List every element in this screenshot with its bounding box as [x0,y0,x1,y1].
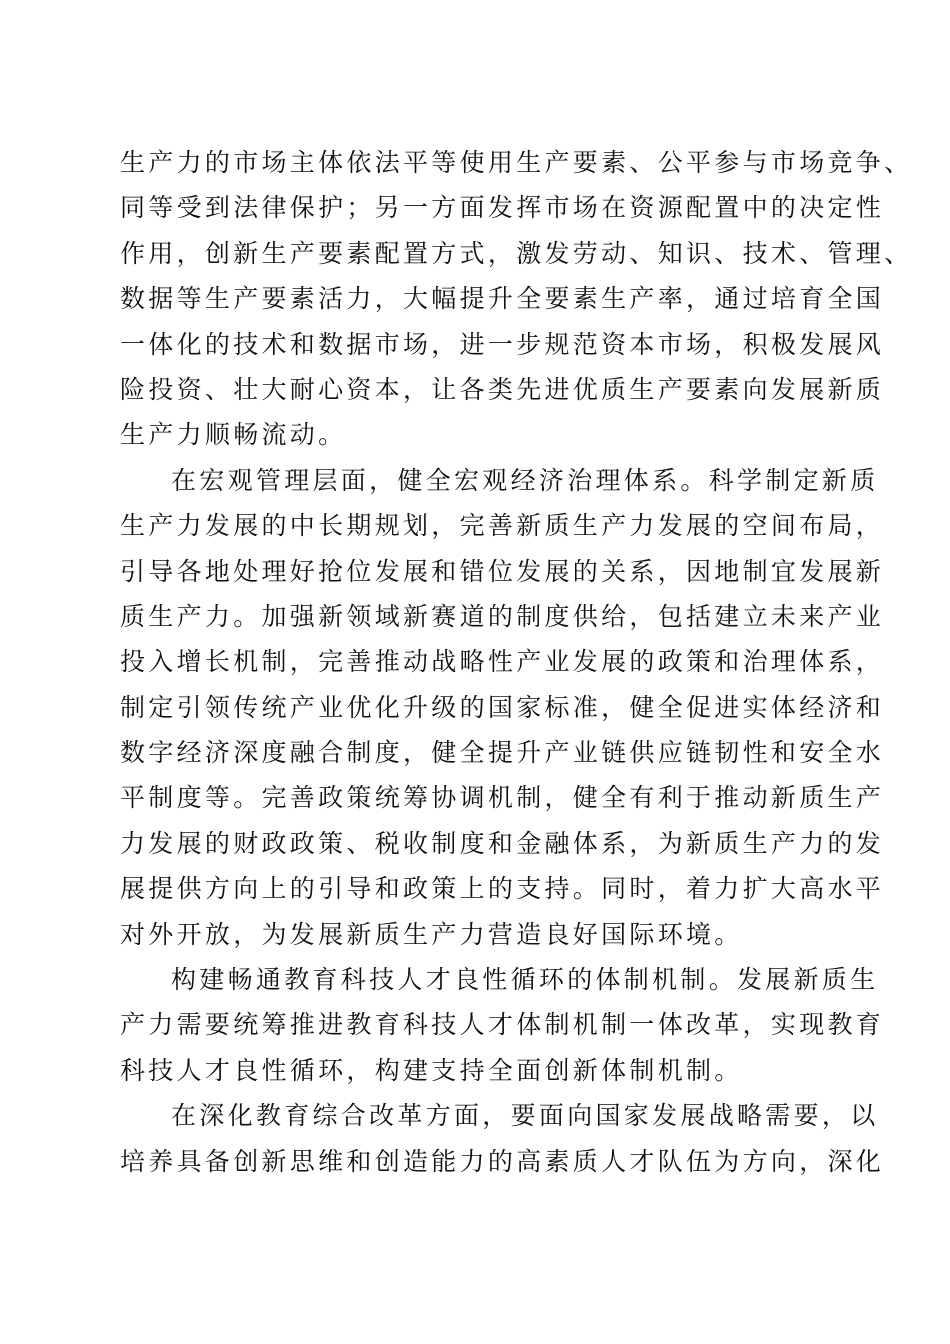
paragraph-start-line: 在深化教育综合改革方面，要面向国家发展战略需要，以 [171,1101,879,1131]
paragraph-start-line: 在宏观管理层面，健全宏观经济治理体系。科学制定新质 [171,465,879,495]
text-line: 同等受到法律保护；另一方面发挥市场在资源配置中的决定性 [120,193,885,223]
text-line: 投入增长机制，完善推动战略性产业发展的政策和治理体系， [120,647,885,677]
text-line: 生产力发展的中长期规划，完善新质生产力发展的空间布局， [120,511,885,541]
text-line: 制定引领传统产业优化升级的国家标准，健全促进实体经济和 [120,692,885,722]
text-line: 平制度等。完善政策统筹协调机制，健全有利于推动新质生产 [120,783,885,813]
text-line: 引导各地处理好抢位发展和错位发展的关系，因地制宜发展新 [120,556,885,586]
text-line: 产力需要统筹推进教育科技人才体制机制一体改革，实现教育 [120,1010,885,1040]
text-line: 展提供方向上的引导和政策上的支持。同时，着力扩大高水平 [120,874,885,904]
text-line: 数字经济深度融合制度，健全提升产业链供应链韧性和安全水 [120,738,885,768]
text-line: 培养具备创新思维和创造能力的高素质人才队伍为方向，深化 [120,1146,885,1176]
text-line: 一体化的技术和数据市场，进一步规范资本市场，积极发展风 [120,329,885,359]
text-line: 生产力顺畅流动。 [120,420,347,450]
text-line: 质生产力。加强新领域新赛道的制度供给，包括建立未来产业 [120,601,885,631]
paragraph-start-line: 构建畅通教育科技人才良性循环的体制机制。发展新质生 [171,965,879,995]
text-line: 生产力的市场主体依法平等使用生产要素、公平参与市场竞争、 [120,148,913,177]
text-line: 作用，创新生产要素配置方式，激发劳动、知识、技术、管理、 [120,238,913,268]
body-text [120,140,913,1184]
text-line: 力发展的财政政策、税收制度和金融体系，为新质生产力的发 [120,828,885,858]
text-line: 数据等生产要素活力，大幅提升全要素生产率，通过培育全国 [120,284,885,314]
text-line: 科技人才良性循环，构建支持全面创新体制机制。 [120,1055,743,1085]
text-line: 对外开放，为发展新质生产力营造良好国际环境。 [120,919,743,949]
text-line: 险投资、壮大耐心资本，让各类先进优质生产要素向发展新质 [120,374,885,404]
